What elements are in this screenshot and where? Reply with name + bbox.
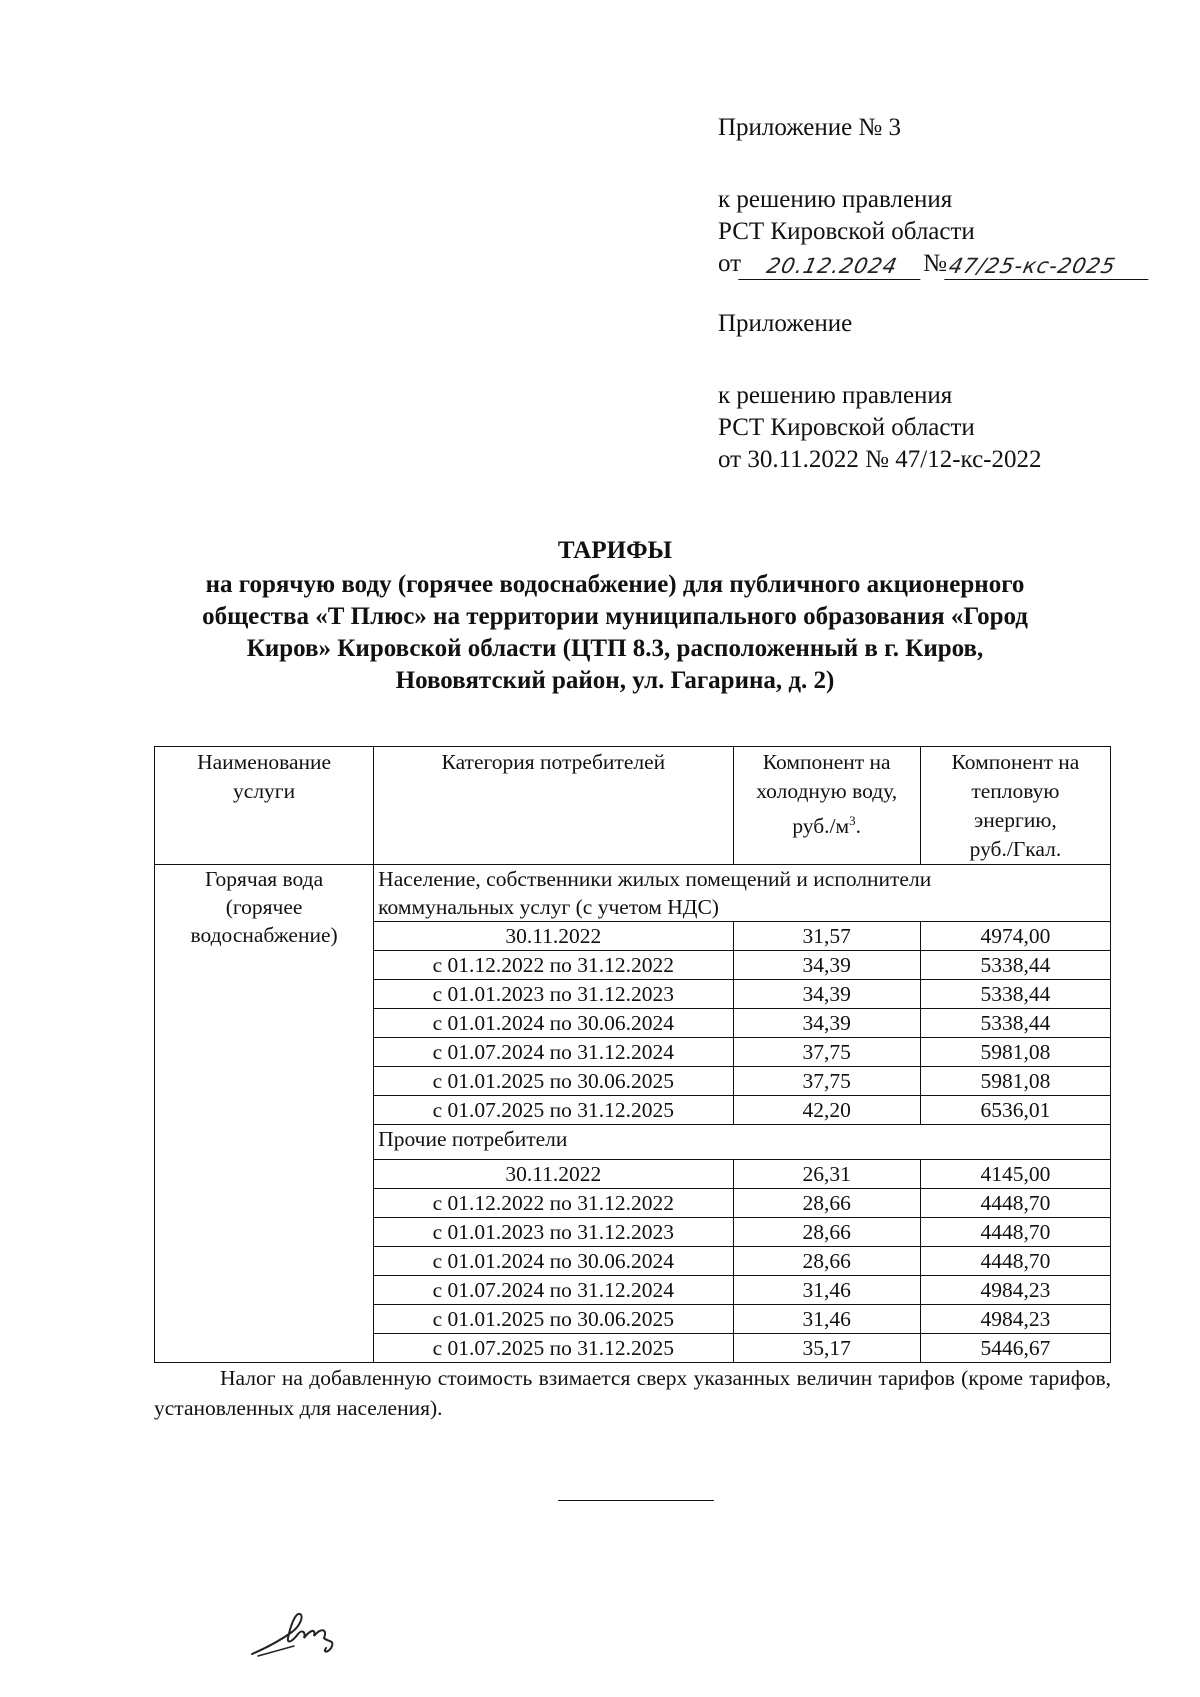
cold-cell: 31,46	[733, 1305, 920, 1334]
cold-cell: 37,75	[733, 1067, 920, 1096]
handwritten-number: 47/25-кс-2025	[944, 254, 1154, 280]
period-cell: с 01.01.2024 по 30.06.2024	[374, 1247, 733, 1276]
appendix-label: Приложение № 3	[718, 114, 902, 141]
group1-label	[374, 865, 1111, 922]
original-reference: от 30.11.2022 № 47/12-кс-2022	[718, 446, 1042, 473]
heat-cell: 4448,70	[920, 1189, 1110, 1218]
heat-cell: 5338,44	[920, 951, 1110, 980]
cold-cell: 34,39	[733, 951, 920, 980]
heat-cell: 4984,23	[920, 1305, 1110, 1334]
to-decision-text: к решению правления	[718, 186, 953, 213]
title-main: ТАРИФЫ	[557, 537, 673, 564]
org-name: РСТ Кировской области	[718, 218, 975, 245]
heat-cell: 5338,44	[920, 1009, 1110, 1038]
period-cell: с 01.07.2025 по 31.12.2025	[374, 1096, 733, 1125]
cold-cell: 31,57	[733, 922, 920, 951]
cold-cell: 28,66	[733, 1189, 920, 1218]
period-cell: с 01.12.2022 по 31.12.2022	[374, 951, 733, 980]
handwritten-date: 20.12.2024	[738, 254, 926, 280]
period-cell: с 01.01.2025 по 30.06.2025	[374, 1067, 733, 1096]
heat-cell: 4984,23	[920, 1276, 1110, 1305]
heat-cell: 5446,67	[920, 1334, 1110, 1363]
decision-reference-line	[718, 248, 1151, 280]
heat-cell: 4145,00	[920, 1160, 1110, 1189]
group1-label-line: коммунальных услуг (с учетом НДС)	[378, 895, 719, 919]
cold-unit-sup: 3	[849, 813, 856, 828]
period-cell: с 01.07.2024 по 31.12.2024	[374, 1276, 733, 1305]
heat-cell: 5338,44	[920, 980, 1110, 1009]
group2-label: Прочие потребители	[374, 1125, 1111, 1160]
document-header	[718, 112, 1151, 476]
cold-cell: 31,46	[733, 1276, 920, 1305]
header-heat	[920, 747, 1110, 865]
closing-divider	[558, 1500, 714, 1501]
period-cell: с 01.12.2022 по 31.12.2022	[374, 1189, 733, 1218]
header-heat-line: руб./Гкал.	[969, 837, 1062, 861]
period-cell: 30.11.2022	[374, 922, 733, 951]
number-prefix: №	[923, 250, 947, 277]
service-name-line: Горячая вода	[205, 867, 324, 891]
cold-unit-dot: .	[855, 814, 862, 839]
heat-cell: 6536,01	[920, 1096, 1110, 1125]
header-heat-line: Компонент на	[951, 750, 1080, 774]
period-cell: с 01.01.2023 по 31.12.2023	[374, 980, 733, 1009]
service-name-cell	[155, 865, 374, 1363]
header-cold-line: Компонент на	[762, 750, 891, 774]
signature-icon	[248, 1602, 358, 1662]
appendix2-label: Приложение	[718, 310, 853, 337]
vat-note	[154, 1363, 1111, 1423]
header-category-text: Категория потребителей	[441, 750, 666, 774]
cold-unit-text: руб./м	[792, 814, 850, 839]
header-service	[155, 747, 374, 865]
from-prefix: от	[718, 250, 742, 277]
title-line-1: на горячую воду (горячее водоснабжение) для публичного акционерного	[205, 571, 1025, 598]
cold-cell: 28,66	[733, 1218, 920, 1247]
to-decision2-text: к решению правления	[718, 382, 953, 409]
cold-cell: 35,17	[733, 1334, 920, 1363]
cold-cell: 34,39	[733, 980, 920, 1009]
title-line-4: Нововятский район, ул. Гагарина, д. 2)	[395, 667, 835, 694]
header-service-line: Наименование	[197, 750, 332, 774]
tariffs-table	[154, 746, 1111, 1363]
cold-cell: 37,75	[733, 1038, 920, 1067]
header-heat-line: энергию,	[974, 808, 1057, 832]
heat-cell: 5981,08	[920, 1067, 1110, 1096]
title-line-3: Киров» Кировской области (ЦТП 8.3, расположенный в г. Киров,	[246, 635, 984, 662]
service-name-line: водоснабжение)	[190, 923, 338, 947]
period-cell: с 01.01.2023 по 31.12.2023	[374, 1218, 733, 1247]
heat-cell: 4448,70	[920, 1247, 1110, 1276]
heat-cell: 5981,08	[920, 1038, 1110, 1067]
period-cell: 30.11.2022	[374, 1160, 733, 1189]
table-header-row	[155, 747, 1111, 865]
title-line-2: общества «Т Плюс» на территории муниципального образования «Город	[202, 603, 1028, 630]
heat-cell: 4448,70	[920, 1218, 1110, 1247]
period-cell: с 01.01.2025 по 30.06.2025	[374, 1305, 733, 1334]
document-title	[150, 535, 1080, 697]
header-heat-line: тепловую	[971, 779, 1060, 803]
period-cell: с 01.07.2025 по 31.12.2025	[374, 1334, 733, 1363]
org2-name: РСТ Кировской области	[718, 414, 975, 441]
cold-cell: 28,66	[733, 1247, 920, 1276]
group1-label-row	[155, 865, 1111, 922]
header-service-line: услуги	[233, 779, 296, 803]
header-category	[374, 747, 733, 865]
header-cold-line: холодную воду,	[756, 779, 898, 803]
cold-cell: 42,20	[733, 1096, 920, 1125]
cold-cell: 34,39	[733, 1009, 920, 1038]
group1-label-line: Население, собственники жилых помещений и исполнители	[378, 867, 932, 891]
period-cell: с 01.01.2024 по 30.06.2024	[374, 1009, 733, 1038]
cold-cell: 26,31	[733, 1160, 920, 1189]
period-cell: с 01.07.2024 по 31.12.2024	[374, 1038, 733, 1067]
header-cold-unit	[738, 806, 916, 841]
service-name-line: (горячее	[225, 895, 303, 919]
header-cold-water	[733, 747, 920, 865]
heat-cell: 4974,00	[920, 922, 1110, 951]
vat-note-text: Налог на добавленную стоимость взимается сверх указанных величин тарифов (кроме тарифов, установленных для населения).	[154, 1366, 1111, 1420]
